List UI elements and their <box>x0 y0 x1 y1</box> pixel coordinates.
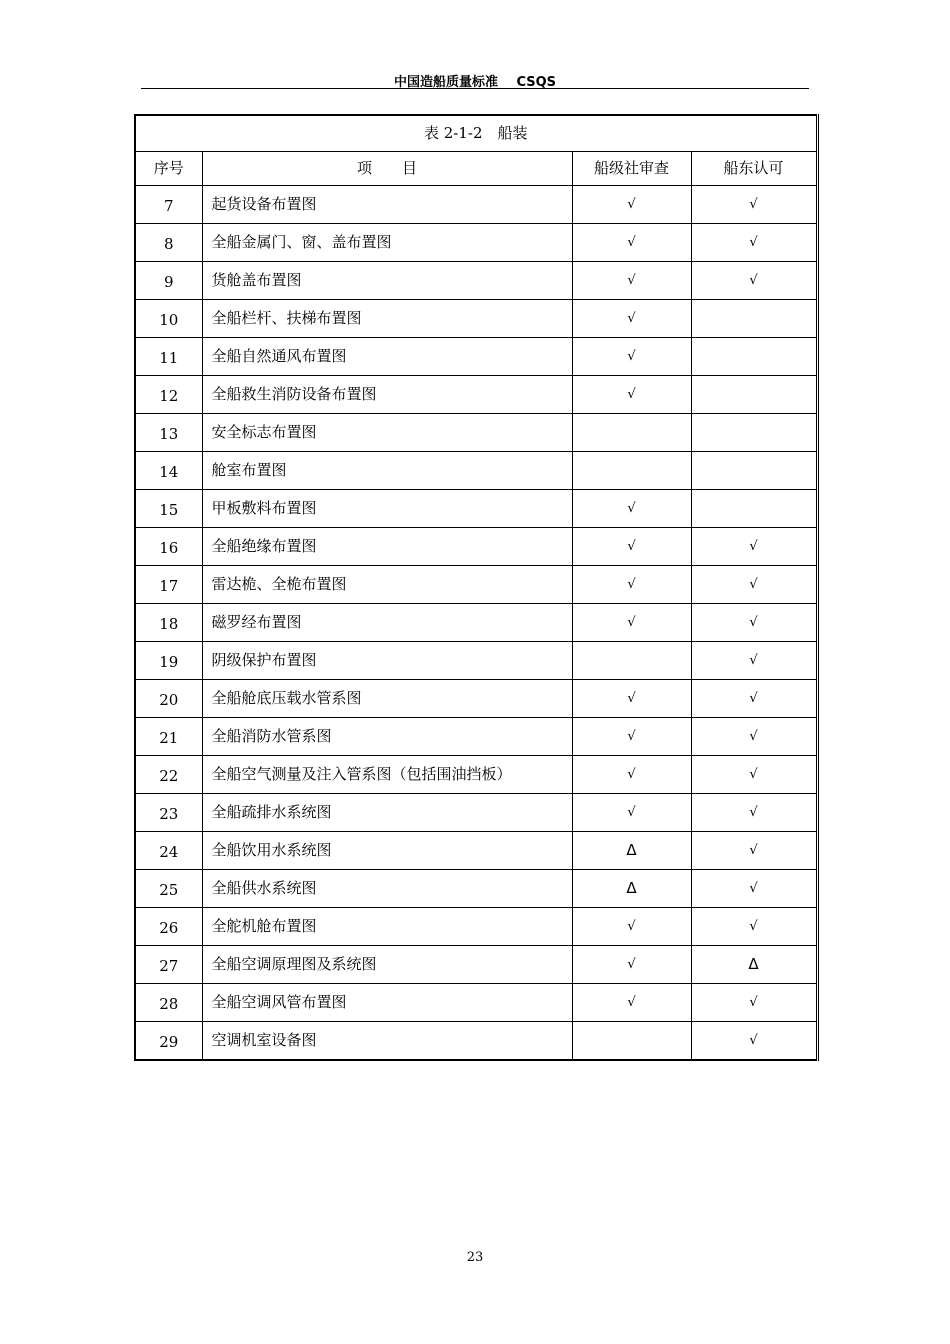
row-class-review-mark <box>572 1022 691 1061</box>
table-row <box>135 566 817 604</box>
row-item: 全船栏杆、扶梯布置图 <box>202 300 572 338</box>
row-number: 23 <box>135 794 202 832</box>
row-class-review-mark: √ <box>572 528 691 566</box>
row-class-review-mark <box>572 414 691 452</box>
row-item: 全船疏排水系统图 <box>202 794 572 832</box>
table-row <box>135 984 817 1022</box>
table-row <box>135 604 817 642</box>
row-number: 15 <box>135 490 202 528</box>
row-number: 25 <box>135 870 202 908</box>
row-owner-approval-mark: √ <box>691 794 817 832</box>
row-item: 安全标志布置图 <box>202 414 572 452</box>
row-item: 全船空调原理图及系统图 <box>202 946 572 984</box>
table-row <box>135 946 817 984</box>
table-row <box>135 490 817 528</box>
row-class-review-mark: √ <box>572 756 691 794</box>
row-owner-approval-mark: √ <box>691 642 817 680</box>
row-owner-approval-mark: √ <box>691 186 817 224</box>
row-owner-approval-mark: √ <box>691 718 817 756</box>
row-owner-approval-mark: Δ <box>691 946 817 984</box>
row-number: 29 <box>135 1022 202 1061</box>
row-item: 全船自然通风布置图 <box>202 338 572 376</box>
row-item: 全舵机舱布置图 <box>202 908 572 946</box>
row-item: 磁罗经布置图 <box>202 604 572 642</box>
row-owner-approval-mark: √ <box>691 604 817 642</box>
row-class-review-mark: √ <box>572 566 691 604</box>
row-owner-approval-mark: √ <box>691 984 817 1022</box>
row-class-review-mark: Δ <box>572 870 691 908</box>
row-number: 16 <box>135 528 202 566</box>
row-number: 10 <box>135 300 202 338</box>
row-owner-approval-mark: √ <box>691 566 817 604</box>
row-class-review-mark: √ <box>572 224 691 262</box>
table-caption: 表 2-1-2 船装 <box>135 115 817 152</box>
row-class-review-mark <box>572 642 691 680</box>
table-row <box>135 794 817 832</box>
row-owner-approval-mark: √ <box>691 756 817 794</box>
table-row <box>135 756 817 794</box>
row-owner-approval-mark <box>691 414 817 452</box>
row-item: 雷达桅、全桅布置图 <box>202 566 572 604</box>
row-owner-approval-mark <box>691 338 817 376</box>
row-item: 全船绝缘布置图 <box>202 528 572 566</box>
row-number: 20 <box>135 680 202 718</box>
row-item: 空调机室设备图 <box>202 1022 572 1061</box>
row-number: 9 <box>135 262 202 300</box>
row-number: 12 <box>135 376 202 414</box>
row-class-review-mark: √ <box>572 300 691 338</box>
row-class-review-mark: √ <box>572 338 691 376</box>
row-owner-approval-mark: √ <box>691 870 817 908</box>
table-row <box>135 338 817 376</box>
row-owner-approval-mark <box>691 490 817 528</box>
row-owner-approval-mark <box>691 376 817 414</box>
row-number: 27 <box>135 946 202 984</box>
row-item: 舱室布置图 <box>202 452 572 490</box>
table-row <box>135 528 817 566</box>
row-item: 全船空调风管布置图 <box>202 984 572 1022</box>
table-row <box>135 1022 817 1061</box>
row-item: 全船供水系统图 <box>202 870 572 908</box>
row-number: 18 <box>135 604 202 642</box>
row-class-review-mark <box>572 452 691 490</box>
row-class-review-mark: √ <box>572 604 691 642</box>
row-number: 19 <box>135 642 202 680</box>
row-item: 全船金属门、窗、盖布置图 <box>202 224 572 262</box>
row-number: 7 <box>135 186 202 224</box>
table-header-row <box>135 152 817 186</box>
row-class-review-mark: √ <box>572 984 691 1022</box>
table-row <box>135 680 817 718</box>
row-number: 13 <box>135 414 202 452</box>
row-owner-approval-mark: √ <box>691 528 817 566</box>
header-title: 中国造船质量标准 <box>393 75 498 90</box>
table-row <box>135 186 817 224</box>
table-caption-row <box>135 115 817 152</box>
column-header-no: 序号 <box>135 152 202 186</box>
table-row <box>135 300 817 338</box>
table-row <box>135 414 817 452</box>
row-number: 28 <box>135 984 202 1022</box>
row-class-review-mark: √ <box>572 262 691 300</box>
row-class-review-mark: √ <box>572 946 691 984</box>
table-row <box>135 224 817 262</box>
table-row <box>135 718 817 756</box>
header-rule <box>141 88 809 89</box>
row-item: 货舱盖布置图 <box>202 262 572 300</box>
row-number: 14 <box>135 452 202 490</box>
row-item: 起货设备布置图 <box>202 186 572 224</box>
row-owner-approval-mark: √ <box>691 224 817 262</box>
row-owner-approval-mark: √ <box>691 832 817 870</box>
table-row <box>135 642 817 680</box>
row-class-review-mark: √ <box>572 186 691 224</box>
row-class-review-mark: √ <box>572 718 691 756</box>
row-item: 全船舱底压载水管系图 <box>202 680 572 718</box>
table-body <box>135 115 817 1060</box>
row-item: 甲板敷料布置图 <box>202 490 572 528</box>
row-owner-approval-mark: √ <box>691 908 817 946</box>
drawing-approval-table <box>134 114 819 1061</box>
table-row <box>135 870 817 908</box>
row-owner-approval-mark: √ <box>691 1022 817 1061</box>
row-number: 26 <box>135 908 202 946</box>
row-item: 全船空气测量及注入管系图（包括围油挡板） <box>202 756 572 794</box>
column-header-owner-approval: 船东认可 <box>691 152 817 186</box>
row-class-review-mark: √ <box>572 794 691 832</box>
row-item: 全船救生消防设备布置图 <box>202 376 572 414</box>
row-item: 全船饮用水系统图 <box>202 832 572 870</box>
column-header-class-review: 船级社审查 <box>572 152 691 186</box>
table-row <box>135 832 817 870</box>
page-number: 23 <box>466 1250 484 1265</box>
row-class-review-mark: √ <box>572 376 691 414</box>
row-number: 21 <box>135 718 202 756</box>
row-number: 8 <box>135 224 202 262</box>
header-code: CSQS <box>516 75 557 90</box>
table-row <box>135 376 817 414</box>
row-number: 17 <box>135 566 202 604</box>
table-row <box>135 262 817 300</box>
row-number: 22 <box>135 756 202 794</box>
row-item: 阴级保护布置图 <box>202 642 572 680</box>
row-class-review-mark: √ <box>572 908 691 946</box>
row-owner-approval-mark <box>691 452 817 490</box>
row-owner-approval-mark <box>691 300 817 338</box>
row-class-review-mark: √ <box>572 680 691 718</box>
row-owner-approval-mark: √ <box>691 680 817 718</box>
row-owner-approval-mark: √ <box>691 262 817 300</box>
column-header-item: 项 目 <box>202 152 572 186</box>
row-item: 全船消防水管系图 <box>202 718 572 756</box>
table-row <box>135 908 817 946</box>
table-row <box>135 452 817 490</box>
row-number: 24 <box>135 832 202 870</box>
row-class-review-mark: √ <box>572 490 691 528</box>
row-number: 11 <box>135 338 202 376</box>
row-class-review-mark: Δ <box>572 832 691 870</box>
